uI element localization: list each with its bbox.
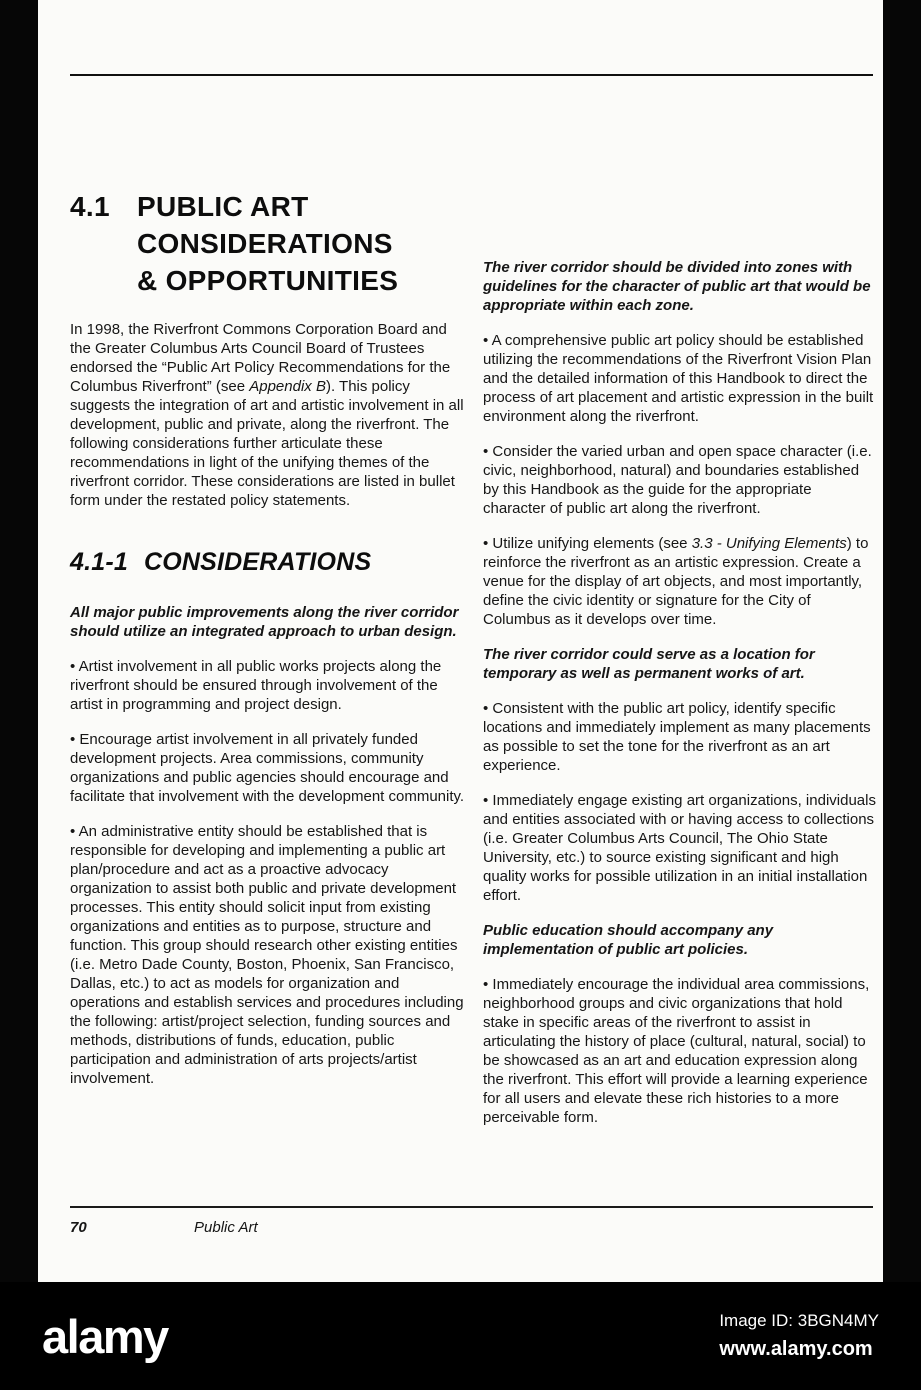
page-number: 70 <box>70 1219 87 1236</box>
policy-statement: All major public improvements along the river corridor should utilize an integrated approach to urban design. <box>70 604 459 640</box>
page-title-number: 4.1 <box>70 191 110 222</box>
bullet-item: • A comprehensive public art policy should be established utilizing the recommendations of the Riverfront Vision Plan and the detailed information of this Handbook to direct the process of art placement and artistic expression in the built environment along the riverfront. <box>483 332 874 425</box>
alamy-url-text: www.alamy.com <box>719 1338 873 1360</box>
bullet-item: • Immediately encourage the individual area commissions, neighborhood groups and civic organizations that hold stake in specific areas of the riverfront to assist in articulating the history of place (cultural, natural, social) to be showcased as an art and education expression along the riverfront. This effort will provide a learning experience for all users and elevate these rich histories to a more perceivable form. <box>483 976 870 1126</box>
scan-border-right <box>883 0 921 1390</box>
footer-title: Public Art <box>194 1219 258 1236</box>
intro-text-post: ). This policy suggests the integration of art and artistic involvement in all development, public and private, along the riverfront. The following considerations further articulate these recommendations in light of the unifying themes of the riverfront corridor. These considerations are listed in bullet form under the restated policy statements. <box>70 378 464 509</box>
bullet-item: • Immediately engage existing art organizations, individuals and entities associated with or having access to collections (i.e. Greater Columbus Arts Council, The Ohio State University, etc.) to source existing significant and high quality works for possible utilization in an initial installation effort. <box>483 792 876 904</box>
bullet-item: • An administrative entity should be established that is responsible for developing and implementing a public art plan/procedure and act as a proactive advocacy organization to assist both public and private development processes. This entity should solicit input from existing organizations and entities as to purpose, structure and function. This group should research other existing entities (i.e. Metro Dade County, Boston, Phoenix, San Francisco, Dallas, etc.) to act as models for organization and operations and establish services and procedures including the following: artist/project selection, funding sources and methods, distributions of funds, education, public participation and administration of arts projects/artist involvement. <box>70 823 464 1087</box>
policy-statement: The river corridor should be divided into zones with guidelines for the character of public art that would be appropriate within each zone. <box>483 259 871 314</box>
bullet-item <box>483 534 877 629</box>
section-heading <box>70 548 470 577</box>
footer-rule <box>70 1206 873 1208</box>
right-column <box>483 258 877 1143</box>
bullet-item: • Artist involvement in all public works projects along the riverfront should be ensured through involvement of the artist in programming and project design. <box>70 658 442 713</box>
section-heading-title: CONSIDERATIONS <box>143 548 372 576</box>
page-title-lines <box>137 188 398 299</box>
intro-text-italic: Appendix B <box>249 378 326 395</box>
top-rule <box>70 74 873 76</box>
page-title-line-3: & OPPORTUNITIES <box>137 265 399 296</box>
bullet-text-pre: • Utilize unifying elements (see <box>483 535 692 552</box>
alamy-logo: alamy <box>42 1309 168 1363</box>
bullet-item: • Consistent with the public art policy, identify specific locations and immediately implement as many placements as possible to set the tone for the riverfront as an art experience. <box>483 700 871 774</box>
watermark-meta <box>719 1311 879 1361</box>
policy-statement: Public education should accompany any implementation of public art policies. <box>483 922 774 958</box>
scan-border-left <box>0 0 38 1390</box>
bullet-text-post: ) to reinforce the riverfront as an artistic expression. Create a venue for the display of art objects, and most importantly, define the civic identity or signature for the City of Columbus as it develops over time. <box>483 535 869 628</box>
policy-statement: The river corridor could serve as a location for temporary as well as permanent works of art. <box>483 646 815 682</box>
page-title <box>70 188 398 299</box>
bullet-item: • Consider the varied urban and open space character (i.e. civic, neighborhood, natural) and boundaries established by this Handbook as the guide for the appropriate character of public art along the riverfront. <box>483 443 872 517</box>
page-title-line-1: PUBLIC ART <box>137 191 309 222</box>
intro-paragraph <box>70 320 470 510</box>
section-heading-number: 4.1-1 <box>70 548 128 576</box>
left-column <box>70 320 470 1104</box>
image-id-text: Image ID: 3BGN4MY <box>719 1311 879 1330</box>
bullet-item: • Encourage artist involvement in all privately funded development projects. Area commissions, community organizations and public agencies should encourage and facilitate that involvement with the development community. <box>70 731 465 805</box>
watermark-bar <box>0 1282 921 1390</box>
bullet-text-italic: 3.3 - Unifying Elements <box>691 535 847 552</box>
intro-text-pre: In 1998, the Riverfront Commons Corporation Board and the Greater Columbus Arts Council Board of Trustees endorsed the “Public Art Policy Recommendations for the Columbus Riverfront” (see <box>70 321 451 395</box>
page-title-line-2: CONSIDERATIONS <box>137 228 393 259</box>
